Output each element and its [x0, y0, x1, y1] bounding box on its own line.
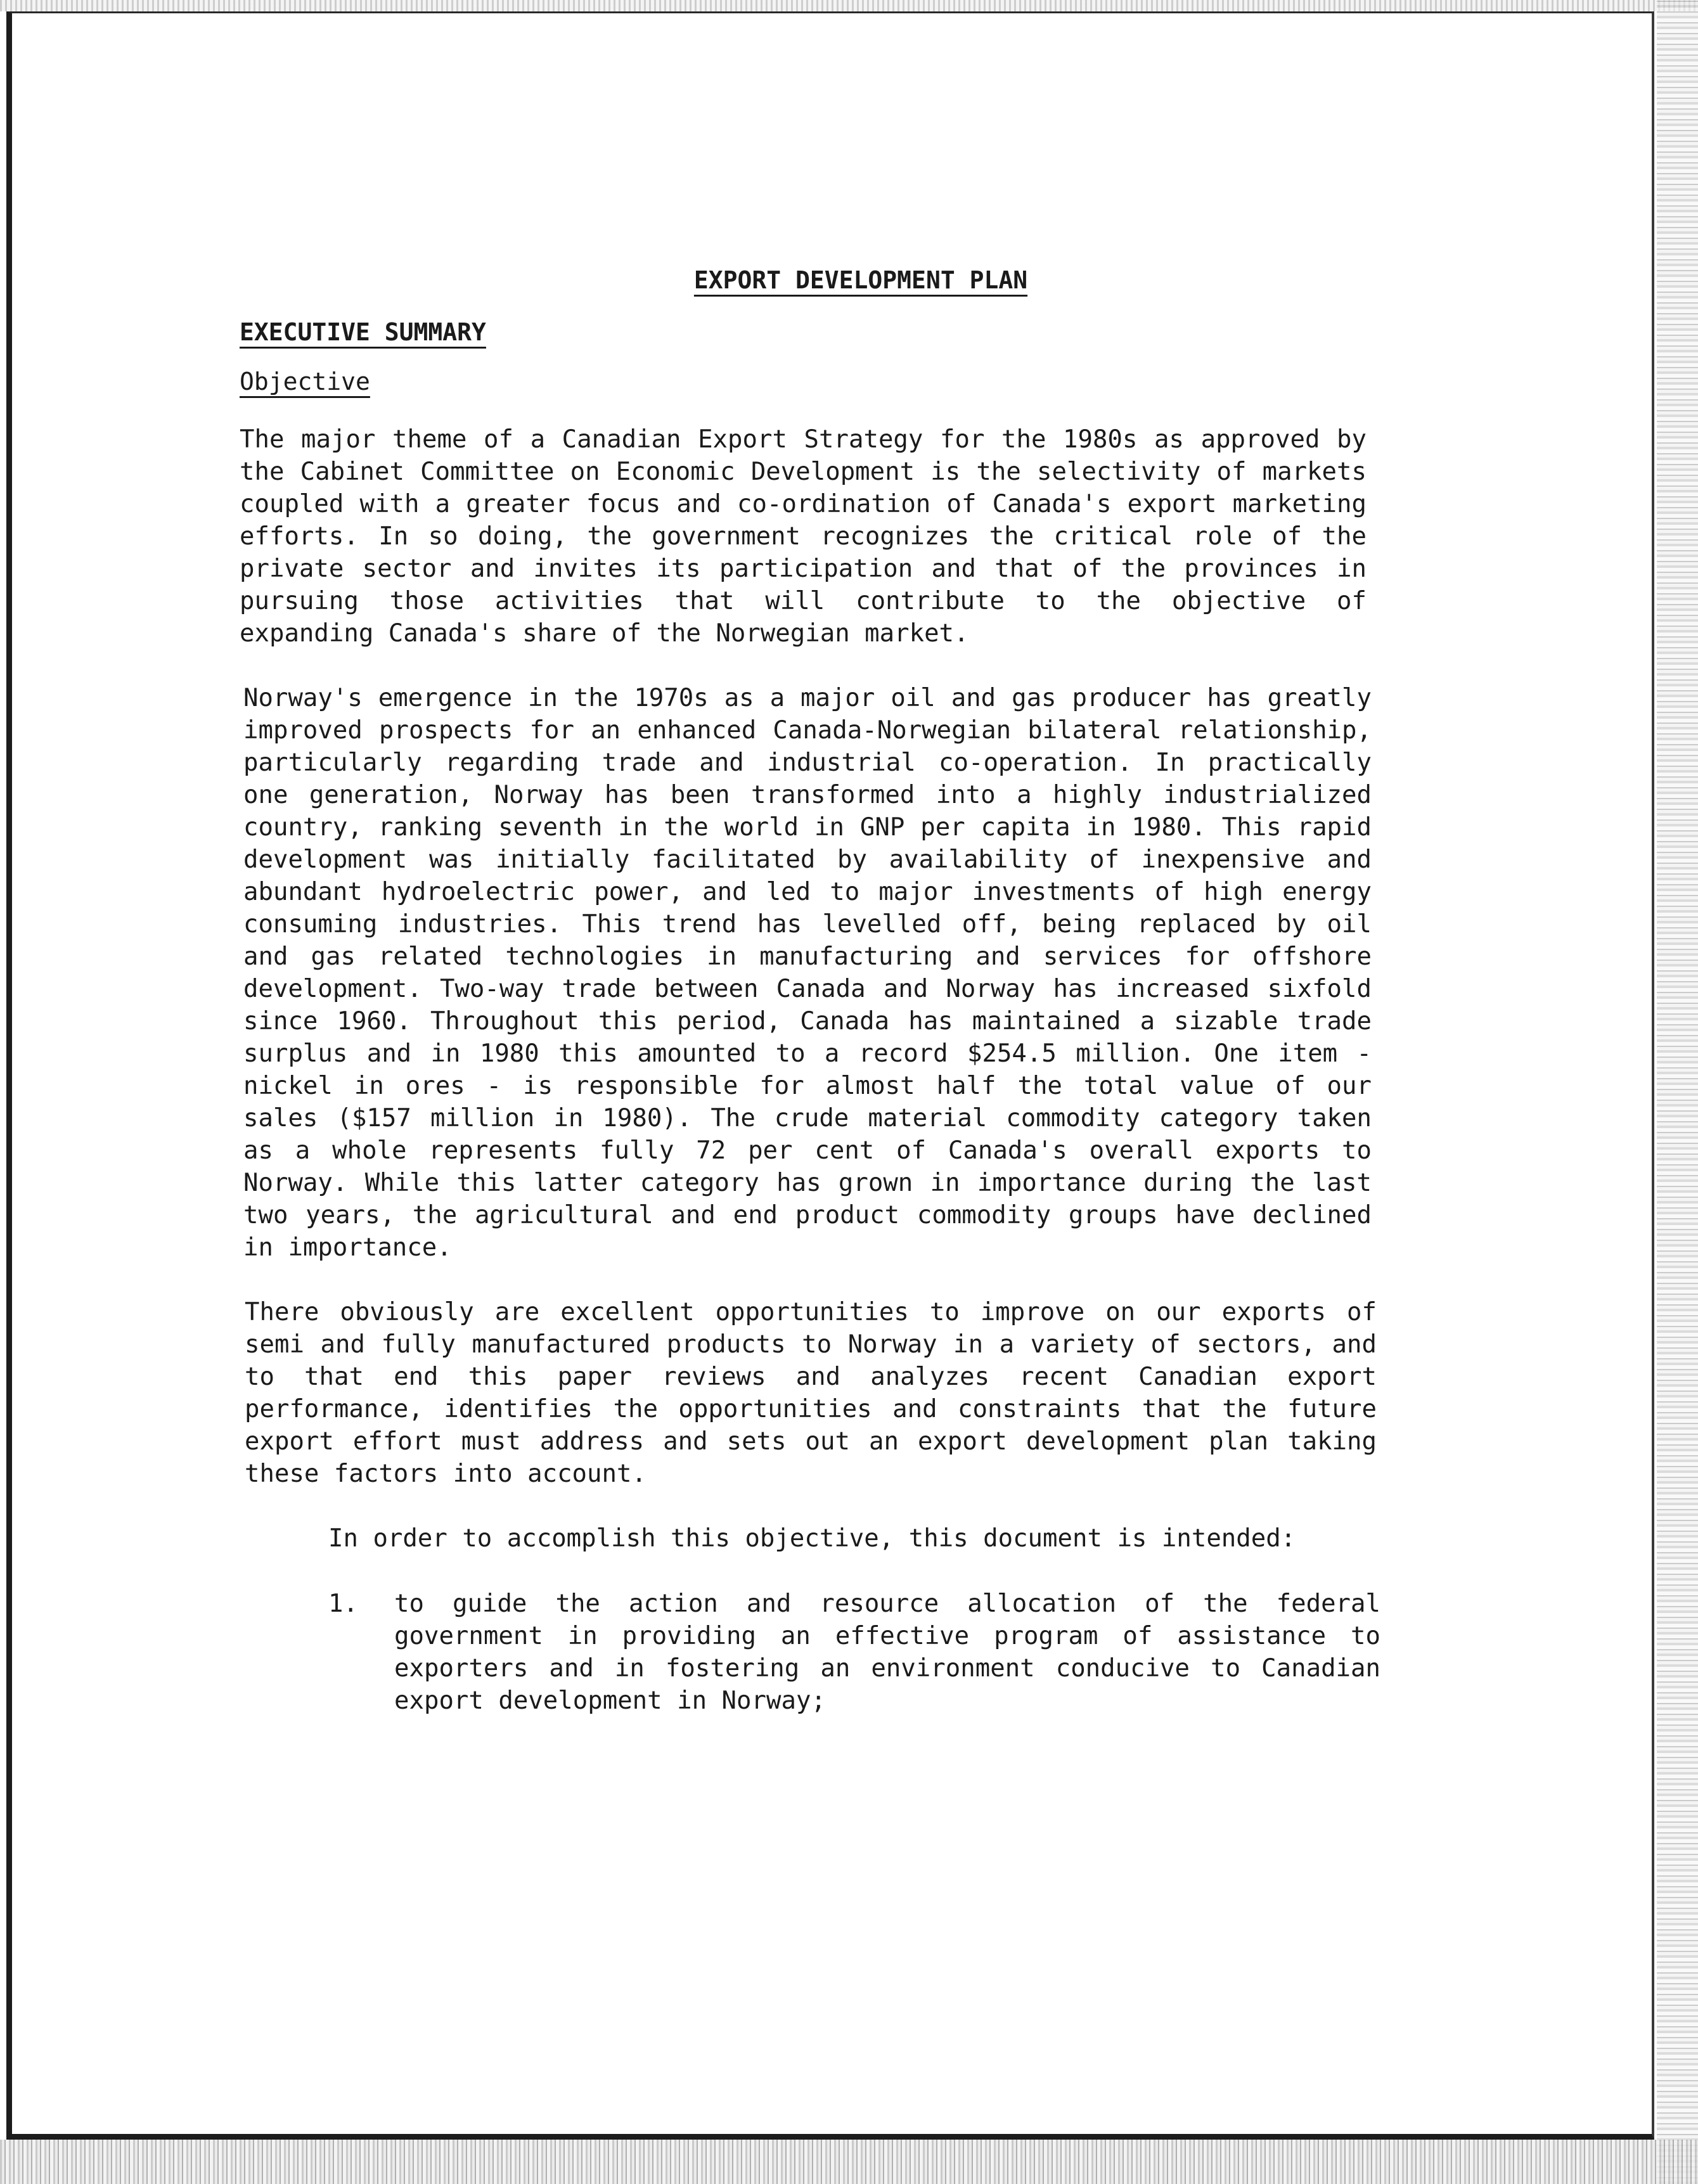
list-item [328, 1588, 1380, 1717]
document-body [240, 266, 1380, 1717]
paragraph-2: Norway's emergence in the 1970s as a major oil and gas producer has greatly improved prospects for an enhanced Canada-Norwegian bilateral relationship, particularly regarding trade and industrial co-operation. In practically one generation, Norway has been transformed into a highly industrialized country, ranking seventh in the world in GNP per capita in 1980. This rapid development was initially facilitated by availability of inexpensive and abundant hydroelectric power, and led to major investments of high energy consuming industries. This trend has levelled off, being replaced by oil and gas related technologies in manufacturing and services for offshore development. Two-way trade between Canada and Norway has increased sixfold since 1960. Throughout this period, Canada has maintained a sizable trade surplus and in 1980 this amounted to a record $254.5 million. One item - nickel in ores - is responsible for almost half the total value of our sales ($157 million in 1980). The crude material commodity category taken as a whole represents fully 72 per cent of Canada's overall exports to Norway. While this latter category has grown in importance during the last two years, the agricultural and end product commodity groups have declined in importance. [243, 684, 1372, 1262]
sub-heading [240, 368, 1380, 395]
list-intro: In order to accomplish this objective, this document is intended: [328, 1524, 1296, 1553]
scan-edge-bottom [0, 2140, 1698, 2184]
scan-edge-top [0, 0, 1698, 11]
document-title-text: EXPORT DEVELOPMENT PLAN [693, 266, 1028, 294]
section-heading [240, 318, 1380, 346]
sub-heading-text: Objective [240, 368, 370, 395]
scan-edge-right [1657, 0, 1698, 2184]
paragraph-1: The major theme of a Canadian Export Strategy for the 1980s as approved by the Cabinet Committee on Economic Development is the selectivity of markets coupled with a greater focus and co-ordination of Canada's export marketing efforts. In so doing, the government recognizes the critical role of the private sector and invites its participation and that of the provinces in pursuing those activities that will contribute to the objective of expanding Canada's share of the Norwegian market. [240, 425, 1367, 648]
list-item-text: to guide the action and resource allocation of the federal government in providing an effective program of assistance to exporters and in fostering an environment conducive to Canadian export development in Norway; [394, 1590, 1380, 1715]
list-item-number: 1. [328, 1590, 358, 1618]
document-title [240, 266, 1380, 294]
paragraph-3: There obviously are excellent opportunities to improve on our exports of semi and fully manufactured products to Norway in a variety of sectors, and to that end this paper reviews and analyzes recent Canadian export performance, identifies the opportunities and constraints that the future export effort must address and sets out an export development plan taking these factors into account. [245, 1298, 1377, 1488]
section-heading-text: EXECUTIVE SUMMARY [240, 318, 486, 346]
